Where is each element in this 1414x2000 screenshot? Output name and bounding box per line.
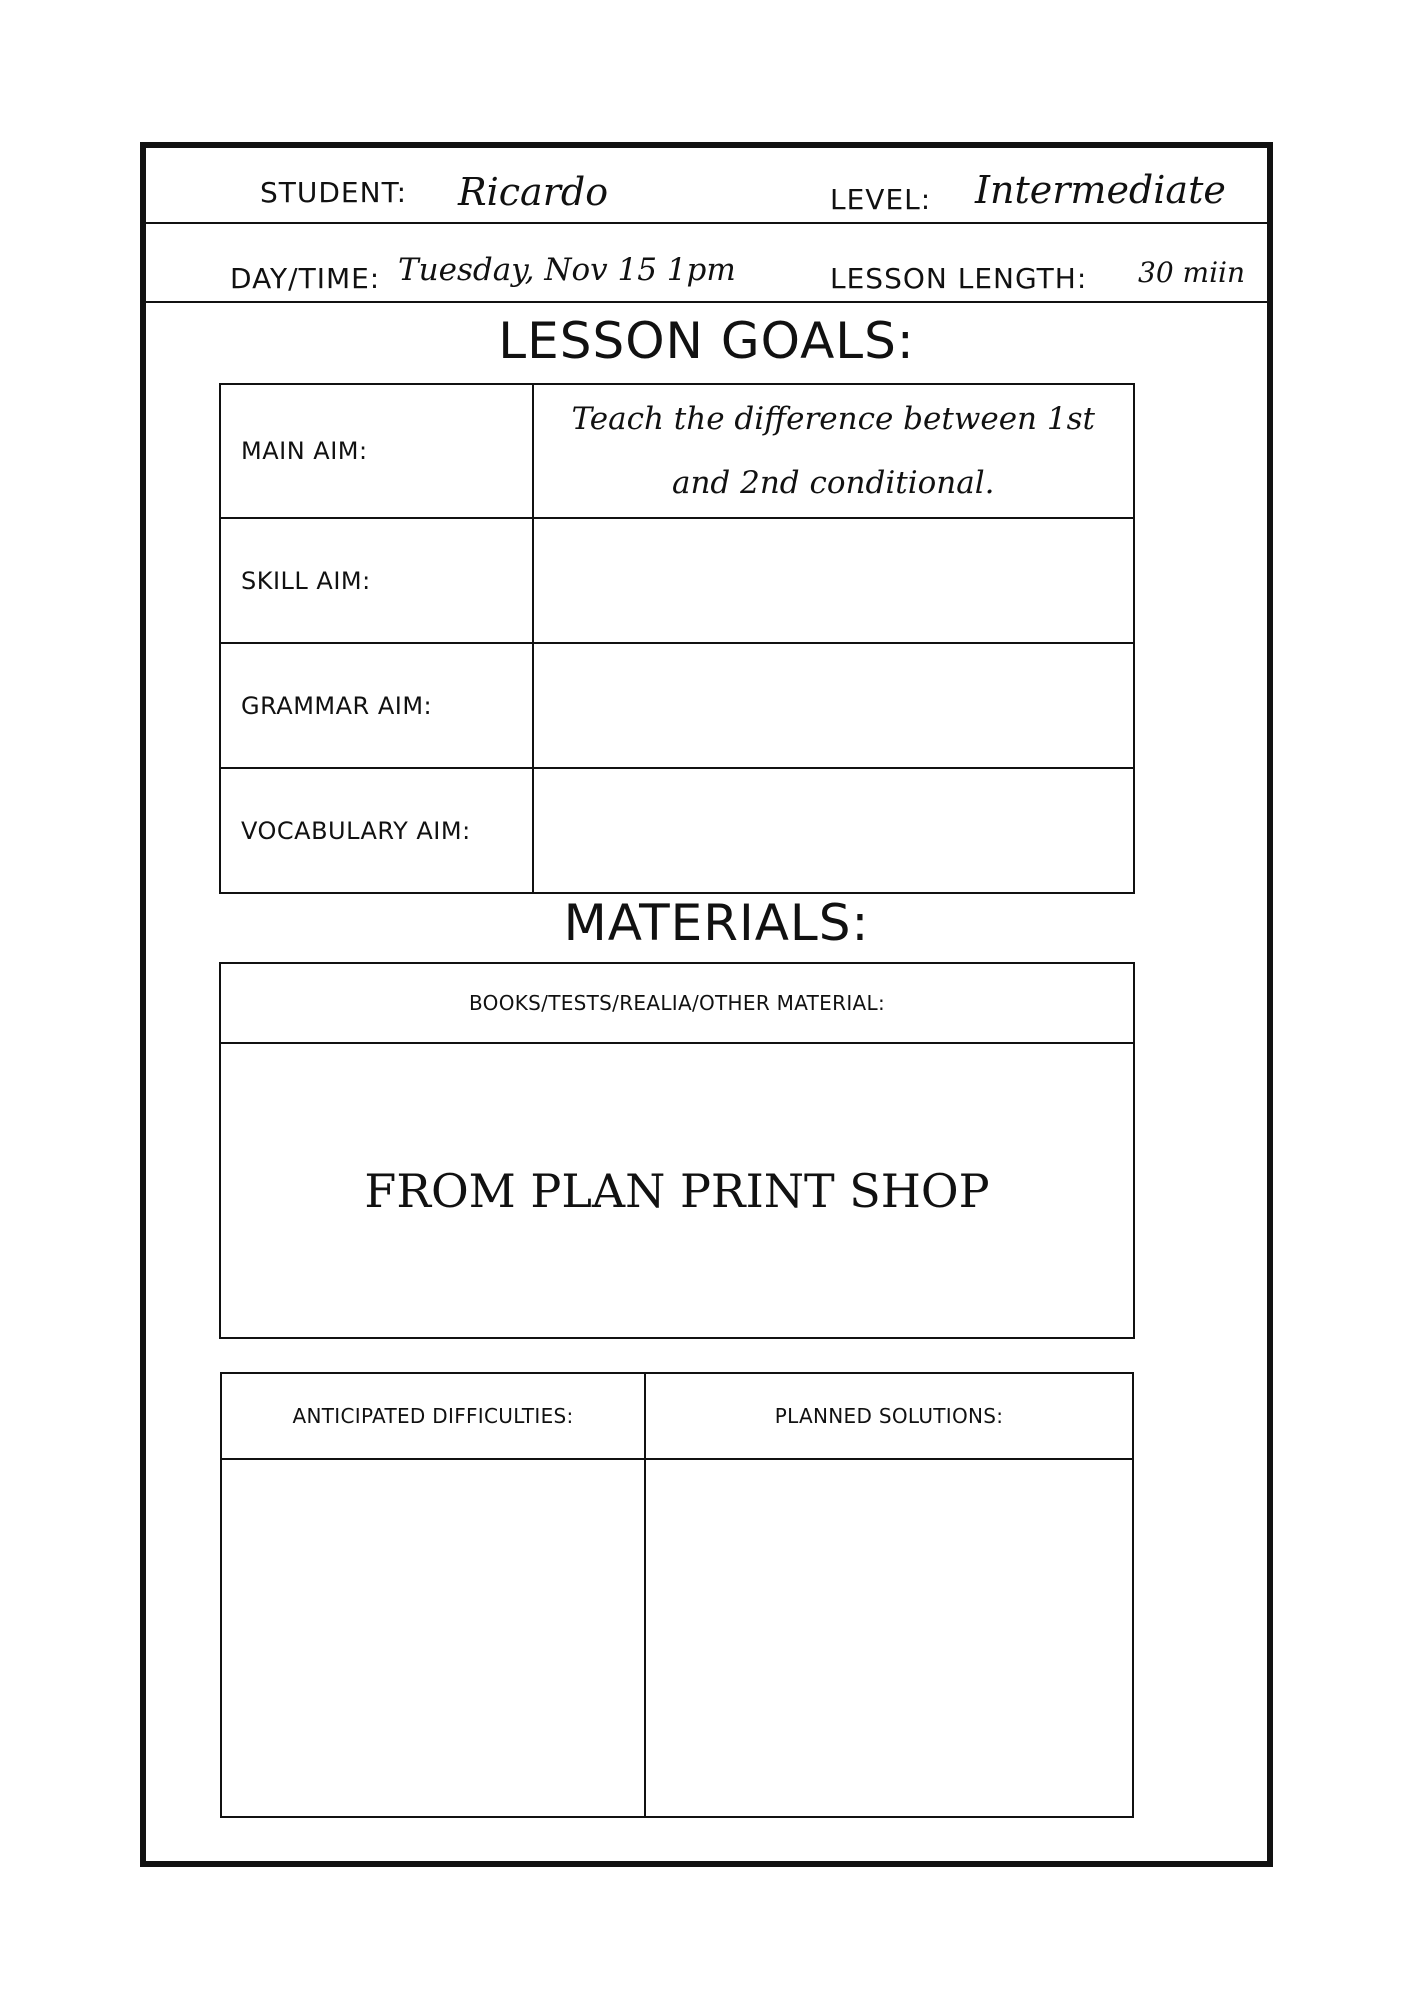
anticipated-difficulties-value[interactable] <box>221 1459 645 1817</box>
anticipated-difficulties-label: ANTICIPATED DIFFICULTIES: <box>221 1373 645 1459</box>
skill-aim-value[interactable] <box>533 518 1135 643</box>
student-value[interactable]: Ricardo <box>458 170 609 214</box>
daytime-value[interactable]: Tuesday, Nov 15 1pm <box>398 252 736 288</box>
lesson-goals-table <box>219 383 1135 894</box>
grammar-aim-label: GRAMMAR AIM: <box>220 643 533 768</box>
lesson-goals-title: LESSON GOALS: <box>498 312 915 370</box>
materials-header: BOOKS/TESTS/REALIA/OTHER MATERIAL: <box>220 963 1134 1043</box>
header-divider-2 <box>140 301 1273 303</box>
planned-solutions-value[interactable] <box>645 1459 1133 1817</box>
student-label: STUDENT: <box>260 176 408 209</box>
vocabulary-aim-value[interactable] <box>533 768 1135 893</box>
skill-aim-label: SKILL AIM: <box>220 518 533 643</box>
materials-table <box>219 962 1135 1339</box>
level-label: LEVEL: <box>830 183 932 216</box>
materials-title: MATERIALS: <box>563 894 870 952</box>
level-value[interactable]: Intermediate <box>975 168 1226 212</box>
planned-solutions-label: PLANNED SOLUTIONS: <box>645 1373 1133 1459</box>
difficulties-table <box>220 1372 1134 1818</box>
lesson-length-label: LESSON LENGTH: <box>830 262 1088 295</box>
main-aim-value[interactable]: Teach the difference between 1st and 2nd conditional. <box>533 384 1135 518</box>
grammar-aim-value[interactable] <box>533 643 1135 768</box>
materials-value[interactable]: FROM PLAN PRINT SHOP <box>220 1043 1134 1338</box>
header-divider-1 <box>140 222 1273 224</box>
main-aim-label: MAIN AIM: <box>220 384 533 518</box>
daytime-label: DAY/TIME: <box>230 262 381 295</box>
lesson-length-value[interactable]: 30 miin <box>1138 256 1246 289</box>
vocabulary-aim-label: VOCABULARY AIM: <box>220 768 533 893</box>
